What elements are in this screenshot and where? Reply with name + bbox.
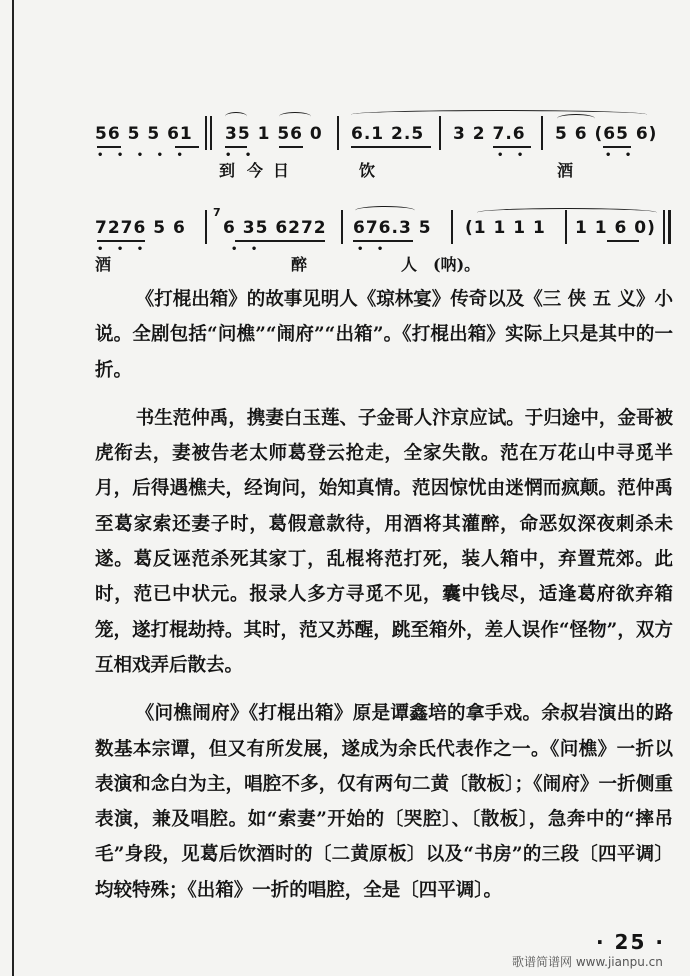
beam-line xyxy=(353,240,413,242)
page-edge-line xyxy=(12,0,14,976)
beam-line xyxy=(225,146,247,148)
octave-dots: • • xyxy=(357,244,389,255)
lyrics-row-1 xyxy=(95,158,675,180)
paragraph: 书生范仲禹，携妻白玉莲、子金哥人汴京应试。于归途中，金哥被虎衔去，妻被告老太师葛登云抢走，全家失散。范在万花山中寻觅半月，后得遇樵夫，经询问，始知真情。范因惊忧由迷惘而疯颠。范仲禹至葛家索还妻子时，葛假意款待，用酒将其灌醉，命恶奴深夜刺杀未遂。葛反诬范杀死其家丁，乱棍将范打死，装人箱中，弃置荒郊。此时，范已中状元。报录人多方寻觅不见，囊中钱尽，适逢葛府欲弃箱笼，遂打棍劫持。其时，范又苏醒，跳至箱外，差人误作“怪物”，双方互相戏弄后散去。 xyxy=(95,407,673,676)
beam-line xyxy=(97,146,121,148)
lyric: 日 xyxy=(273,161,290,180)
lyric: 人 xyxy=(401,255,418,274)
paragraph: 《问樵闹府》《打棍出箱》原是谭鑫培的拿手戏。余叔岩演出的路数基本宗谭，但又有所发展，遂成为余氏代表作之一。《问樵》一折以表演和念白为主，唱腔不多，仅有两句二黄〔散板〕；《闹府》一折侧重表演，兼及唱腔。如“索妻”开始的〔哭腔〕、〔散板〕，急奔中的“摔吊毛”身段，见葛后饮酒时的〔二黄原板〕以及“书房”的三段〔四平调〕均较特殊；《出箱》一折的唱腔，全是〔四平调〕。 xyxy=(95,703,673,901)
measure: 1 1 6 0) xyxy=(575,218,656,238)
barline xyxy=(205,210,207,244)
lyric: 到 xyxy=(219,161,236,180)
beam-line xyxy=(279,146,303,148)
barline xyxy=(341,210,343,244)
lyrics-row-2 xyxy=(95,252,675,274)
beam-line xyxy=(493,146,531,148)
slur-mark xyxy=(351,110,647,119)
body-text xyxy=(95,282,673,908)
barline xyxy=(210,116,212,150)
barline xyxy=(337,116,339,150)
beam-line xyxy=(97,240,145,242)
beam-line xyxy=(603,146,631,148)
beam-line xyxy=(235,240,325,242)
lyric: 今 xyxy=(247,161,264,180)
slur-mark xyxy=(225,112,247,121)
octave-dots: • • xyxy=(605,150,637,161)
octave-dots: • • xyxy=(225,150,257,161)
measure: 3 2 7.6 xyxy=(453,124,526,144)
barline xyxy=(663,210,665,244)
lyric: 饮 xyxy=(359,161,376,180)
lyric: (呐)。 xyxy=(433,255,481,274)
slur-mark xyxy=(477,208,657,217)
grace-note: 7 xyxy=(213,206,222,219)
octave-dots: • • • • • xyxy=(97,150,188,161)
measure: (1 1 1 1 xyxy=(465,218,546,238)
measure: 6 35 6272 xyxy=(223,218,327,238)
beam-line xyxy=(175,146,199,148)
beam-line xyxy=(351,146,431,148)
octave-dots: • • xyxy=(231,244,263,255)
octave-dots: • • xyxy=(497,150,529,161)
paragraph: 《打棍出箱》的故事见明人《琼林宴》传奇以及《三 侠 五 义》小说。全剧包括“问樵”“闹府”“出箱”。《打棍出箱》实际上只是其中的一折。 xyxy=(95,289,674,381)
lyric: 酒 xyxy=(557,161,574,180)
page-number: · 25 · xyxy=(596,930,665,954)
slur-mark xyxy=(557,114,595,123)
measure: 6.1 2.5 xyxy=(351,124,425,144)
barline xyxy=(541,116,543,150)
slur-mark xyxy=(355,206,415,215)
measure: 35 1 56 0 xyxy=(225,124,323,144)
end-barline xyxy=(668,210,671,244)
measure: 56 5 5 61 xyxy=(95,124,193,144)
watermark: 歌谱简谱网 www.jianpu.cn xyxy=(512,955,663,969)
barline xyxy=(439,116,441,150)
lyric: 醉 xyxy=(291,255,308,274)
barline xyxy=(451,210,453,244)
barline xyxy=(205,116,207,150)
measure: 7276 5 6 xyxy=(95,218,186,238)
measure: 5 6 (65 6) xyxy=(555,124,658,144)
beam-line xyxy=(607,240,639,242)
slur-mark xyxy=(279,112,311,121)
octave-dots: • • • xyxy=(97,244,149,255)
lyric: 酒 xyxy=(95,255,112,274)
measure: 676.3 5 xyxy=(353,218,432,238)
